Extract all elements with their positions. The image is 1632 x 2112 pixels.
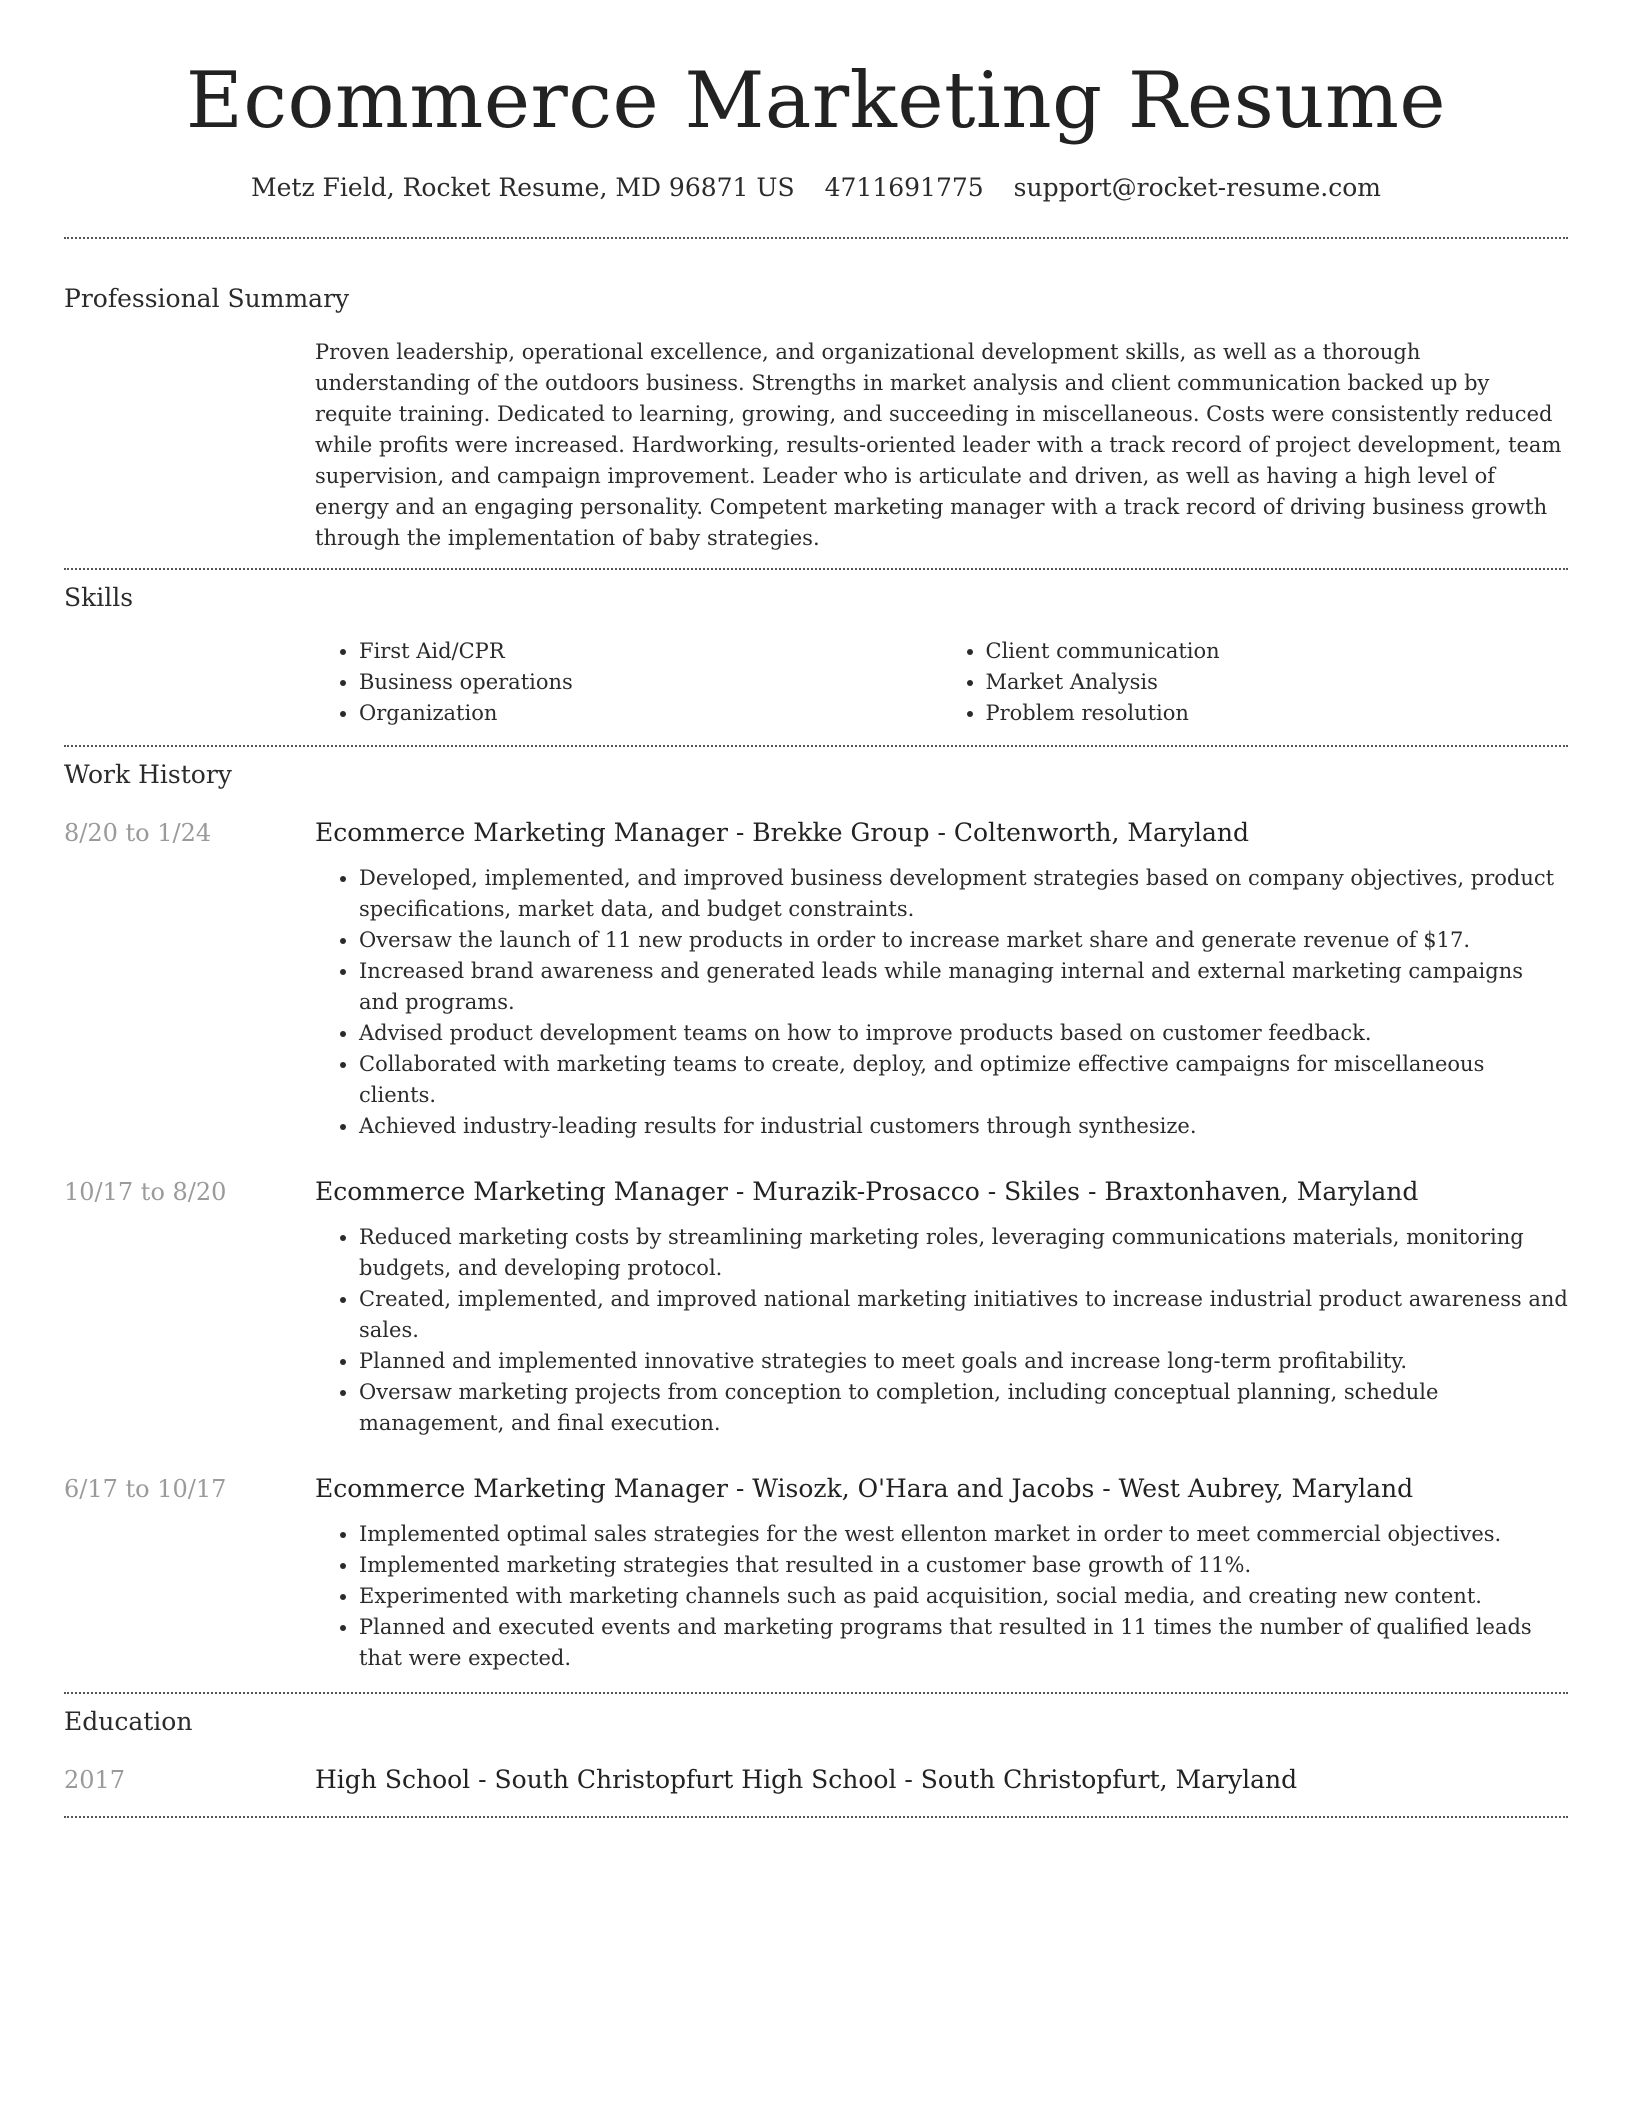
section-title-work-history: Work History (64, 760, 232, 789)
work-history-section (64, 759, 1568, 1674)
job-bullet: • Implemented optimal sales strategies for the west ellenton market in order to meet commercial objectives. (359, 1519, 1568, 1550)
contact-info (64, 172, 1568, 204)
education-heading: High School - South Christopfurt High School - South Christopfurt, Maryland (315, 1765, 1298, 1794)
job-date: 6/17 to 10/17 (64, 1475, 227, 1503)
job-bullets (315, 1222, 1568, 1439)
resume-title: Ecommerce Marketing Resume (185, 56, 1447, 146)
job-date: 10/17 to 8/20 (64, 1178, 227, 1206)
job-bullet: • Advised product development teams on how to improve products based on customer feedback. (359, 1018, 1568, 1049)
job-bullet: • Implemented marketing strategies that resulted in a customer base growth of 11%. (359, 1550, 1568, 1581)
skills-list-right (942, 636, 1569, 729)
skill-item: • First Aid/CPR (359, 636, 942, 667)
skills-section (64, 582, 1568, 729)
job-date: 8/20 to 1/24 (64, 819, 212, 847)
education-entry (64, 1764, 1568, 1796)
section-title-skills: Skills (64, 583, 134, 612)
skills-list-left (315, 636, 942, 729)
job-bullet: • Reduced marketing costs by streamlining marketing roles, leveraging communications materials, monitoring budgets, and developing protocol. (359, 1222, 1568, 1284)
section-title-professional-summary: Professional Summary (64, 284, 350, 313)
skill-item: • Market Analysis (986, 667, 1569, 698)
contact-address: Metz Field, Rocket Resume, MD 96871 US (251, 173, 795, 202)
job-entry (64, 817, 1568, 1142)
divider (64, 568, 1568, 570)
section-title-education: Education (64, 1707, 193, 1736)
divider (64, 1816, 1568, 1818)
divider (64, 745, 1568, 747)
education-date: 2017 (64, 1766, 126, 1794)
divider (64, 1692, 1568, 1694)
job-bullets (315, 1519, 1568, 1674)
job-entry (64, 1176, 1568, 1439)
job-bullet: • Developed, implemented, and improved business development strategies based on company objectives, product specifications, market data, and budget constraints. (359, 863, 1568, 925)
resume-page (64, 0, 1568, 1818)
divider (64, 237, 1568, 239)
skill-item: • Client communication (986, 636, 1569, 667)
job-bullet: • Oversaw marketing projects from conception to completion, including conceptual planning, schedule management, and final execution. (359, 1377, 1568, 1439)
skill-item: • Organization (359, 698, 942, 729)
contact-phone: 4711691775 (824, 173, 984, 202)
professional-summary-section (64, 283, 1568, 554)
contact-email[interactable]: support@rocket-resume.com (1013, 173, 1381, 202)
job-entry (64, 1473, 1568, 1674)
skill-item: • Business operations (359, 667, 942, 698)
job-bullet: • Planned and implemented innovative strategies to meet goals and increase long-term profitability. (359, 1346, 1568, 1377)
job-bullet: • Increased brand awareness and generated leads while managing internal and external marketing campaigns and programs. (359, 956, 1568, 1018)
job-bullet: • Planned and executed events and marketing programs that resulted in 11 times the number of qualified leads that were expected. (359, 1612, 1568, 1674)
job-bullet: • Experimented with marketing channels such as paid acquisition, social media, and creating new content. (359, 1581, 1568, 1612)
job-heading: Ecommerce Marketing Manager - Wisozk, O'Hara and Jacobs - West Aubrey, Maryland (315, 1474, 1414, 1503)
job-bullet: • Created, implemented, and improved national marketing initiatives to increase industrial product awareness and sales. (359, 1284, 1568, 1346)
skill-item: • Problem resolution (986, 698, 1569, 729)
summary-text: Proven leadership, operational excellence, and organizational development skills, as well as a thorough understanding of the outdoors business. Strengths in market analysis and client communication backed up by requite training. Dedicated to learning, growing, and succeeding in miscellaneous. Costs were consistently reduced while profits were increased. Hardworking, results-oriented leader with a track record of project development, team supervision, and campaign improvement. Leader who is articulate and driven, as well as having a high level of energy and an engaging personality. Competent marketing manager with a track record of driving business growth through the implementation of baby strategies. (315, 340, 1562, 550)
education-section (64, 1706, 1568, 1796)
job-heading: Ecommerce Marketing Manager - Murazik-Prosacco - Skiles - Braxtonhaven, Maryland (315, 1177, 1419, 1206)
job-heading: Ecommerce Marketing Manager - Brekke Group - Coltenworth, Maryland (315, 818, 1250, 847)
job-bullet: • Oversaw the launch of 11 new products in order to increase market share and generate revenue of $17. (359, 925, 1568, 956)
job-bullet: • Collaborated with marketing teams to create, deploy, and optimize effective campaigns for miscellaneous clients. (359, 1049, 1568, 1111)
job-bullets (315, 863, 1568, 1142)
job-bullet: • Achieved industry-leading results for industrial customers through synthesize. (359, 1111, 1568, 1142)
